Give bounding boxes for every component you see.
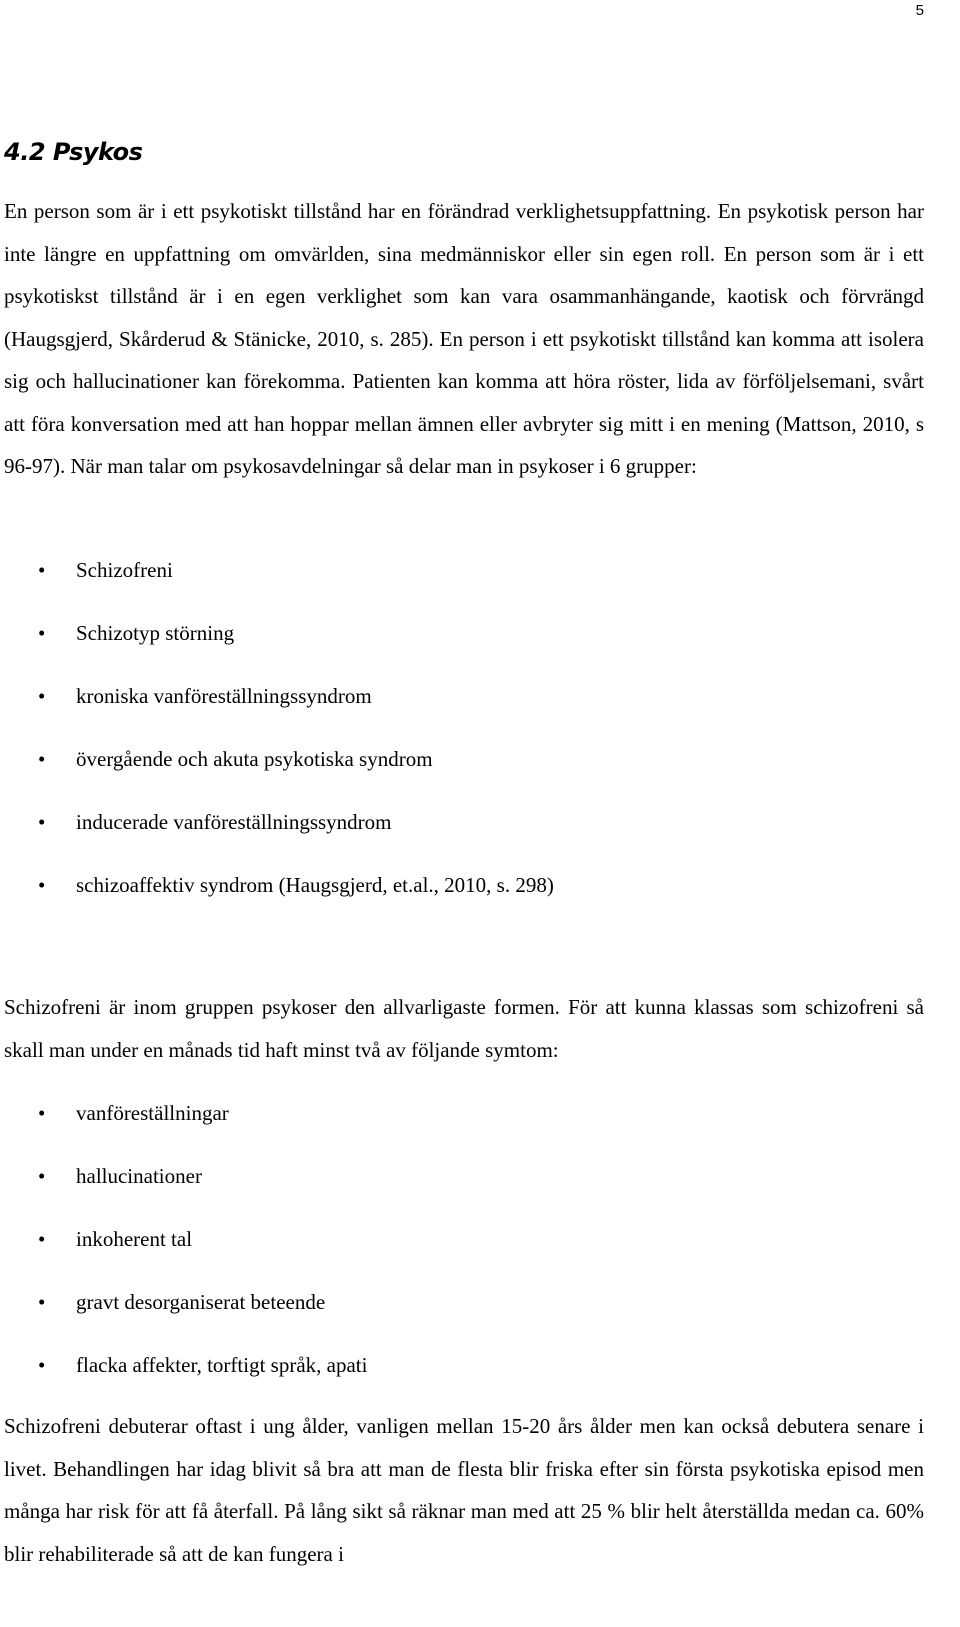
list-item-text: gravt desorganiserat beteende <box>76 1290 326 1314</box>
intro-paragraph: En person som är i ett psykotiskt tillstånd har en förändrad verklighetsuppfattning. En psykotisk person har inte längre en uppfattning om omvärlden, sina medmänniskor eller sin egen roll. En person som är i ett psykotiskst tillstånd är i en egen verklighet som kan vara osammanhängande, kaotisk och förvrängd (Haugsgjerd, Skårderud & Stänicke, 2010, s. 285). En person i ett psykotiskt tillstånd kan komma att isolera sig och hallucinationer kan förekomma. Patienten kan komma att höra röster, lida av förföljelsemani, svårt att föra konversation med att han hoppar mellan ämnen eller avbryter sig mitt i en mening (Mattson, 2010, s 96-97). När man talar om psykosavdelningar så delar man in psykoser i 6 grupper: <box>4 199 924 478</box>
section-heading: 4.2 Psykos <box>4 138 143 166</box>
list-item-text: schizoaffektiv syndrom (Haugsgjerd, et.al., 2010, s. 298) <box>76 873 554 897</box>
page-number: 5 <box>915 2 924 19</box>
prognosis-paragraph: Schizofreni debuterar oftast i ung ålder, vanligen mellan 15-20 års ålder men kan också debutera senare i livet. Behandlingen har idag blivit så bra att man de flesta blir friska efter sin första psykotiska episod men många har risk för att få återfall. På lång sikt så räknar man med att 25 % blir helt återställda medan ca. 60% blir rehabiliterade så att de kan fungera i <box>4 1414 924 1566</box>
bullet-icon: • <box>38 1290 46 1314</box>
list-item-text: inkoherent tal <box>76 1227 193 1251</box>
bullet-icon: • <box>38 810 46 834</box>
bullet-icon: • <box>38 747 46 771</box>
bullet-icon: • <box>38 1227 46 1251</box>
list-item <box>4 1161 367 1224</box>
bullet-icon: • <box>38 1101 46 1125</box>
list-item <box>4 1287 367 1350</box>
bullet-icon: • <box>38 558 46 582</box>
list-item <box>4 1098 367 1161</box>
bullet-icon: • <box>38 621 46 645</box>
list-item-text: Schizofreni <box>76 558 173 582</box>
list-item-text: hallucinationer <box>76 1164 202 1188</box>
list-item <box>4 744 554 807</box>
list-item-text: kroniska vanföreställningssyndrom <box>76 684 372 708</box>
list-item <box>4 807 554 870</box>
list-item-text: flacka affekter, torftigt språk, apati <box>76 1353 368 1377</box>
schizophrenia-paragraph: Schizofreni är inom gruppen psykoser den allvarligaste formen. För att kunna klassas som schizofreni så skall man under en månads tid haft minst två av följande symtom: <box>4 995 924 1062</box>
list-item-text: övergående och akuta psykotiska syndrom <box>76 747 433 771</box>
symptoms-list <box>4 1098 367 1413</box>
list-item-text: Schizotyp störning <box>76 621 235 645</box>
bullet-icon: • <box>38 873 46 897</box>
list-item <box>4 681 554 744</box>
list-item <box>4 1224 367 1287</box>
list-item <box>4 555 554 618</box>
psychosis-groups-list <box>4 555 554 933</box>
bullet-icon: • <box>38 684 46 708</box>
list-item <box>4 618 554 681</box>
list-item-text: vanföreställningar <box>76 1101 229 1125</box>
bullet-icon: • <box>38 1353 46 1377</box>
list-item-text: inducerade vanföreställningssyndrom <box>76 810 392 834</box>
list-item <box>4 1350 367 1413</box>
list-item <box>4 870 554 933</box>
bullet-icon: • <box>38 1164 46 1188</box>
